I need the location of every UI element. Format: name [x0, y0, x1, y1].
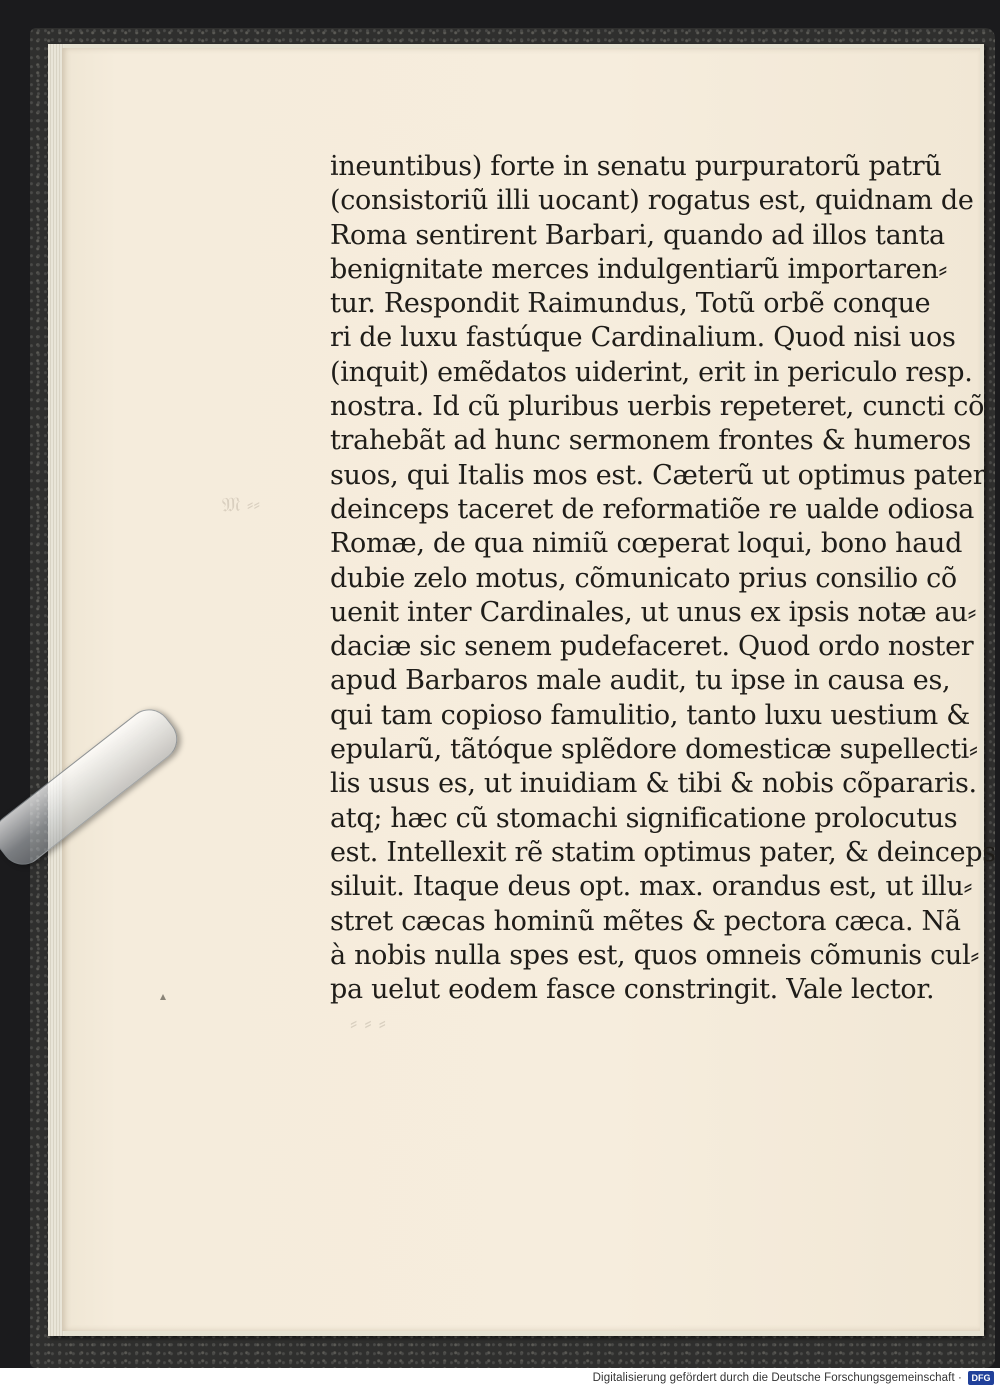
latin-text-block	[330, 150, 996, 1007]
dfg-logo-icon: DFG	[968, 1371, 994, 1385]
text-line: stret cæcas hominũ mẽtes & pectora cæca. Nã	[330, 905, 961, 937]
show-through-text: ⸗ ⸗ ⸗	[350, 1011, 386, 1036]
text-line: Roma sentirent Barbari, quando ad illos tanta	[330, 219, 945, 251]
text-line: tur. Respondit Raimundus, Totũ orbẽ conque	[330, 288, 931, 320]
text-line: atq; hæc cũ stomachi significatione prolocutus	[330, 802, 958, 834]
text-line: benignitate merces indulgentiarũ importaren⸗	[330, 253, 948, 285]
text-line: (consistoriũ illi uocant) rogatus est, quidnam de	[330, 185, 974, 217]
text-line: pa uelut eodem fasce constringit. Vale lector.	[330, 974, 935, 1006]
text-line: uenit inter Cardinales, ut unus ex ipsis notæ au⸗	[330, 596, 977, 628]
text-line: ri de luxu fastúque Cardinalium. Quod nisi uos	[330, 322, 956, 354]
text-line: qui tam copioso famulitio, tanto luxu uestium &	[330, 699, 970, 731]
text-line: siluit. Itaque deus opt. max. orandus est, ut illu⸗	[330, 871, 973, 903]
text-line: suos, qui Italis mos est. Cæterũ ut optimus pater	[330, 459, 986, 491]
margin-mark-icon	[160, 994, 166, 1000]
footer-credit: Digitalisierung gefördert durch die Deutsche Forschungsgemeinschaft ·	[592, 1372, 962, 1384]
text-line: apud Barbaros male audit, tu ipse in causa es,	[330, 665, 951, 697]
digitization-footer	[0, 1368, 1000, 1391]
text-line: ineuntibus) forte in senatu purpuratorũ patrũ	[330, 151, 942, 182]
show-through-marginalia: 𝔐 ⸗⸗	[221, 491, 261, 517]
text-line: Romæ, de qua nimiũ cœperat loqui, bono haud	[330, 528, 963, 560]
text-line: nostra. Id cũ pluribus uerbis repeteret, cuncti cõ	[330, 391, 985, 423]
text-line: à nobis nulla spes est, quos omneis cõmunis cul⸗	[330, 939, 980, 971]
text-line: est. Intellexit rẽ statim optimus pater, & deinceps	[330, 836, 996, 868]
text-line: (inquit) emẽdatos uiderint, erit in periculo resp.	[330, 356, 973, 388]
text-line: deinceps taceret de reformatiõe re ualde odiosa	[330, 493, 975, 525]
text-line: epularũ, tãtóque splẽdore domesticæ supellecti⸗	[330, 734, 978, 766]
text-line: trahebãt ad hunc sermonem frontes & humeros	[330, 425, 971, 457]
text-line: lis usus es, ut inuidiam & tibi & nobis cõpararis.	[330, 768, 977, 800]
text-line: dubie zelo motus, cõmunicato prius consilio cõ	[330, 562, 957, 594]
text-line: daciæ sic senem pudefaceret. Quod ordo noster	[330, 631, 974, 663]
